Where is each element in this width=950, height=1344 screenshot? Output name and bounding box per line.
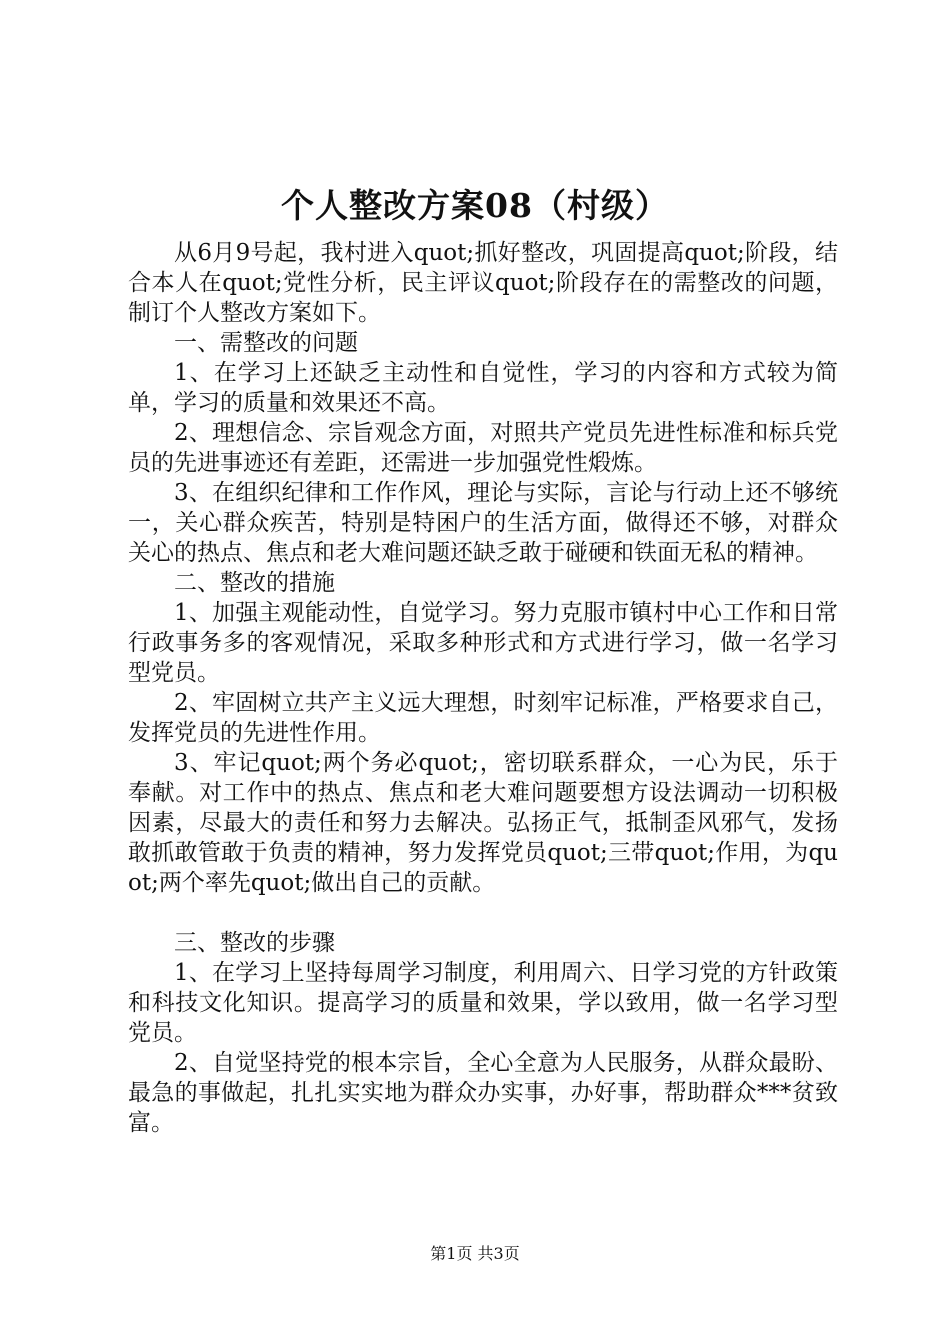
- paragraph-gap: [128, 898, 838, 928]
- intro-paragraph: 从6月9号起，我村进入quot;抓好整改，巩固提高quot;阶段，结合本人在quot;党性分析，民主评议quot;阶段存在的需整改的问题，制订个人整改方案如下。: [128, 240, 838, 326]
- problem-item-3: 3、在组织纪律和工作作风，理论与实际，言论与行动上还不够统一，关心群众疾苦，特别是特困户的生活方面，做得还不够，对群众关心的热点、焦点和老大难问题还缺乏敢于碰硬和铁面无私的精神。: [128, 480, 838, 566]
- section-heading-measures: 二、整改的措施: [174, 570, 335, 596]
- measure-item-2: 2、牢固树立共产主义远大理想，时刻牢记标准，严格要求自己，发挥党员的先进性作用。: [128, 690, 838, 746]
- section-heading-steps: 三、整改的步骤: [174, 930, 335, 956]
- document-title: 个人整改方案08（村级）: [281, 186, 669, 225]
- measure-item-1: 1、加强主观能动性，自觉学习。努力克服市镇村中心工作和日常行政事务多的客观情况，采取多种形式和方式进行学习，做一名学习型党员。: [128, 600, 838, 686]
- section-heading-problems: 一、需整改的问题: [174, 330, 358, 356]
- step-item-1: 1、在学习上坚持每周学习制度，利用周六、日学习党的方针政策和科技文化知识。提高学习的质量和效果，学以致用，做一名学习型党员。: [128, 960, 838, 1046]
- problem-item-1: 1、在学习上还缺乏主动性和自觉性，学习的内容和方式较为简单，学习的质量和效果还不高。: [128, 360, 838, 416]
- step-item-2: 2、自觉坚持党的根本宗旨，全心全意为人民服务，从群众最盼、最急的事做起，扎扎实实地为群众办实事，办好事，帮助群众***贫致富。: [128, 1050, 838, 1136]
- page-footer: 第1页 共3页: [430, 1244, 520, 1263]
- problem-item-2: 2、理想信念、宗旨观念方面，对照共产党员先进性标准和标兵党员的先进事迹还有差距，还需进一步加强党性煅炼。: [128, 420, 838, 476]
- measure-item-3: 3、牢记quot;两个务必quot;，密切联系群众，一心为民，乐于奉献。对工作中的热点、焦点和老大难问题要想方设法调动一切积极因素，尽最大的责任和努力去解决。弘扬正气，抵制歪风邪气，发扬敢抓敢管敢于负责的精神，努力发挥党员quot;三带quot;作用，为quot;两个率先quot;做出自己的贡献。: [128, 750, 838, 896]
- document-body: [128, 238, 838, 1138]
